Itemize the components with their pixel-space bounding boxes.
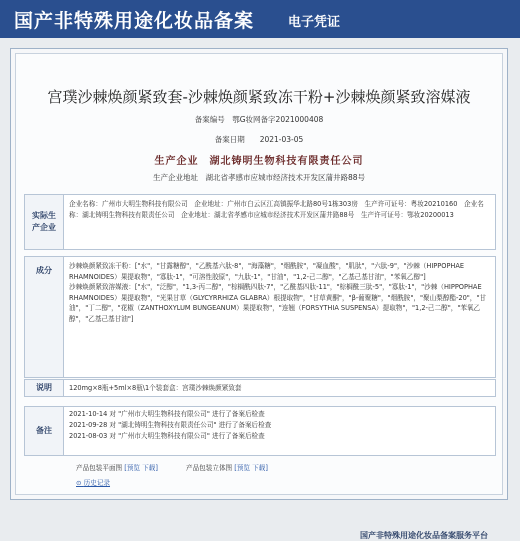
notes-body	[69, 409, 489, 442]
composition-section	[24, 256, 496, 378]
note-line: 2021-10-14 对 "广州市大明生物科技有限公司" 进行了备案后检查	[69, 410, 265, 418]
description-label-cell	[25, 380, 64, 396]
composition-text-2: 沙棘焕颜紧致溶媒液：["水"，"泛醇"，"1,3-丙二醇"，"棕榈酰四肽-7"，"乙酰基四肽-11"，"棕榈酰三肽-5"，"寡肽-1"，"沙棘（HIPPOPHAE RHAMNOIDES）果提取物"，"光果甘草（GLYCYRRHIZA GLABRA）根提取物"，"甘草黄酮"，"β-葡聚糖"，"烟酰胺"，"聚山梨醇酯-20"，"甘油"，"丁二醇"，"花椒（ZANTHOXYLUM BUNGEANUM）果提取物"，"连翘（FORSYTHIA SUSPENSA）提取物"，"1,2-己二醇"，"苯氧乙醇"，"乙基己基甘油"]	[69, 283, 487, 323]
certificate-frame	[10, 48, 508, 540]
composition-text-1: 沙棘焕颜紧致冻干粉：["水"，"甘露糖醇"，"乙酰基六肽-8"，"海藻糖"，"烟酰胺"，"凝血酸"，"肌肽"，"六肽-9"，"沙棘（HIPPOPHAE RHAMNOIDES）果提取物"，"寡肽-1"，"可溶性胶原"，"九肽-1"，"甘油"，"1,2-己二醇"，"乙基己基甘油"，"苯氧乙醇"]	[69, 262, 465, 281]
producer-section	[24, 194, 496, 250]
notes-label-cell	[25, 407, 64, 455]
note-line: 2021-09-28 对 "湖北铸明生物科技有限责任公司" 进行了备案后检查	[69, 421, 272, 429]
company-address: 生产企业地址 湖北省孝感市应城市经济技术开发区蒲井路88号	[152, 173, 366, 182]
producer-label-cell	[25, 195, 64, 249]
product-name: 宫璞沙棘焕颜紧致套-沙棘焕颜紧致冻干粉+沙棘焕颜紧致溶媒液	[47, 88, 471, 106]
header-subtitle: 电子凭证	[288, 15, 341, 30]
package-3d-label: 产品包装立体图	[186, 464, 233, 472]
description-text: 120mg×8瓶+5ml×8瓶\1个装套盒：宫璞沙棘焕颜紧致套	[69, 384, 242, 392]
composition-label: 成分	[36, 266, 52, 275]
record-number: 备案编号 鄂G妆网备字2021000408	[194, 115, 324, 124]
description-label: 说明	[36, 383, 52, 392]
history-icon: ⊙	[76, 479, 82, 487]
footer-platform-name: 国产非特殊用途化妆品备案服务平台	[360, 531, 488, 540]
package-flat-preview-link[interactable]: [预览	[124, 464, 141, 472]
notes-label: 备注	[36, 426, 52, 435]
composition-body	[69, 261, 489, 324]
package-flat-download-link[interactable]: 下载]	[142, 464, 158, 472]
package-flat-label: 产品包装平面图	[76, 464, 123, 472]
history-link-label: 历史记录	[83, 479, 111, 487]
record-date: 备案日期 2021-03-05	[214, 135, 304, 144]
package-3d-download-link[interactable]: 下载]	[252, 464, 268, 472]
history-link[interactable]	[76, 477, 110, 487]
composition-label-cell	[25, 257, 64, 377]
package-3d-preview-link[interactable]: [预览	[234, 464, 251, 472]
certificate-inner	[15, 53, 503, 540]
producer-text: 企业名称：广州市大明生物科技有限公司 企业地址：广州市白云区江高镇振华北路80号1栋303房 生产许可证号：粤妆20210160 企业名称：湖北铸明生物科技有限责任公司 企业地址：湖北省孝感市应城市经济技术开发区蒲井路88号 生产许可证号：鄂妆20200013	[69, 200, 484, 219]
header-title: 国产非特殊用途化妆品备案	[14, 10, 255, 32]
company-name: 生产企业 湖北铸明生物科技有限责任公司	[154, 156, 364, 167]
package-flat-download	[76, 462, 158, 472]
note-line: 2021-08-03 对 "广州市大明生物科技有限公司" 进行了备案后检查	[69, 432, 265, 440]
package-3d-download	[186, 462, 268, 472]
description-section	[24, 379, 496, 397]
notes-section	[24, 406, 496, 456]
producer-label: 实际生产企业	[32, 211, 56, 232]
header-bar	[0, 0, 520, 38]
